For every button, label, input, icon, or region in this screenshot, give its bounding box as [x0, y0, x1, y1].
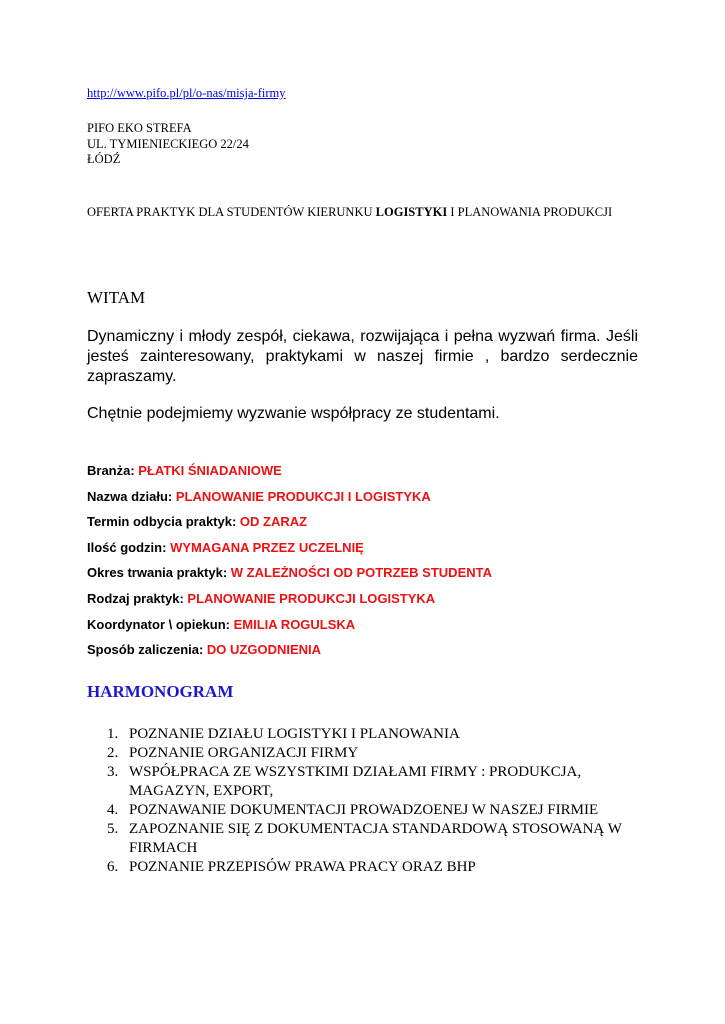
offer-prefix: OFERTA PRAKTYK DLA STUDENTÓW KIERUNKU [87, 205, 376, 219]
detail-value: WYMAGANA PRZEZ UCZELNIĘ [170, 539, 364, 555]
detail-row-type [87, 590, 492, 616]
list-item-text: ZAPOZNANIE SIĘ Z DOKUMENTACJA STANDARDOWĄ STOSOWANĄ W FIRMACH [129, 821, 622, 856]
list-item-number: 4. [107, 802, 119, 818]
list-item-text: POZNANIE DZIAŁU LOGISTYKI I PLANOWANIA [129, 726, 460, 742]
internship-details [87, 462, 492, 667]
offer-suffix: I PLANOWANIA PRODUKCJI [447, 205, 613, 219]
detail-label: Nazwa działu: [87, 488, 176, 504]
detail-row-hours [87, 539, 492, 565]
offer-field-bold: LOGISTYKI [375, 205, 448, 219]
list-item-number: 6. [107, 859, 119, 875]
detail-label: Ilość godzin: [87, 539, 171, 555]
detail-row-grading [87, 641, 492, 667]
list-item-text: WSPÓŁPRACA ZE WSZYSTKIMI DZIAŁAMI FIRMY : PRODUKCJA, MAGAZYN, EXPORT, [129, 764, 582, 799]
list-item-text: POZNAWANIE DOKUMENTACJI PROWADZOENEJ W NASZEJ FIRMIE [129, 802, 599, 818]
company-url-link[interactable]: http://www.pifo.pl/pl/o-nas/misja-firmy [87, 86, 286, 100]
detail-row-coordinator [87, 616, 492, 642]
detail-value: EMILIA ROGULSKA [233, 616, 356, 632]
detail-value: PLANOWANIE PRODUKCJI LOGISTYKA [187, 590, 436, 606]
detail-value: PLANOWANIE PRODUKCJI I LOGISTYKA [175, 488, 431, 504]
intro-paragraph: Dynamiczny i młody zespół, ciekawa, rozwijająca i pełna wyzwań firma. Jeśli jesteś zainteresowany, praktykami w naszej firmie , bardzo serdecznie zapraszamy. [87, 328, 638, 385]
list-item-number: 1. [107, 726, 119, 742]
schedule-list [87, 725, 627, 877]
list-item [87, 744, 627, 763]
list-item-number: 2. [107, 745, 119, 761]
offer-heading [87, 204, 647, 220]
list-item [87, 820, 627, 858]
list-item [87, 725, 627, 744]
list-item [87, 763, 627, 801]
detail-label: Branża: [87, 463, 139, 478]
list-item-text: POZNANIE ORGANIZACJI FIRMY [129, 745, 359, 761]
address-line-street: UL. TYMIENIECKIEGO 22/24 [87, 136, 249, 151]
address-line-city: ŁÓDŹ [87, 152, 121, 166]
greeting: WITAM [87, 288, 146, 307]
detail-label: Termin odbycia praktyk: [87, 514, 240, 530]
harmonogram-heading: HARMONOGRAM [87, 682, 234, 701]
detail-label: Okres trwania praktyk: [87, 565, 231, 581]
list-item-number: 3. [107, 764, 119, 780]
detail-value: DO UZGODNIENIA [206, 642, 322, 658]
list-item-text: POZNANIE PRZEPISÓW PRAWA PRACY ORAZ BHP [129, 859, 476, 875]
intro-paragraph-second: Chętnie podejmiemy wyzwanie współpracy ze studentami. [87, 405, 500, 422]
list-item [87, 858, 627, 877]
list-item [87, 801, 627, 820]
detail-row-term [87, 513, 492, 539]
list-item-number: 5. [107, 821, 119, 837]
detail-label: Sposób zaliczenia: [87, 642, 207, 658]
detail-value: W ZALEŻNOŚCI OD POTRZEB STUDENTA [230, 565, 492, 581]
company-address [87, 121, 249, 168]
address-line-company: PIFO EKO STREFA [87, 121, 192, 135]
detail-value: OD ZARAZ [239, 514, 308, 530]
intro-text [87, 327, 638, 387]
detail-row-branch [87, 462, 492, 488]
detail-label: Koordynator \ opiekun: [87, 616, 234, 632]
detail-value: PŁATKI ŚNIADANIOWE [138, 463, 282, 478]
detail-label: Rodzaj praktyk: [87, 590, 188, 606]
detail-row-department [87, 488, 492, 514]
detail-row-duration [87, 564, 492, 590]
